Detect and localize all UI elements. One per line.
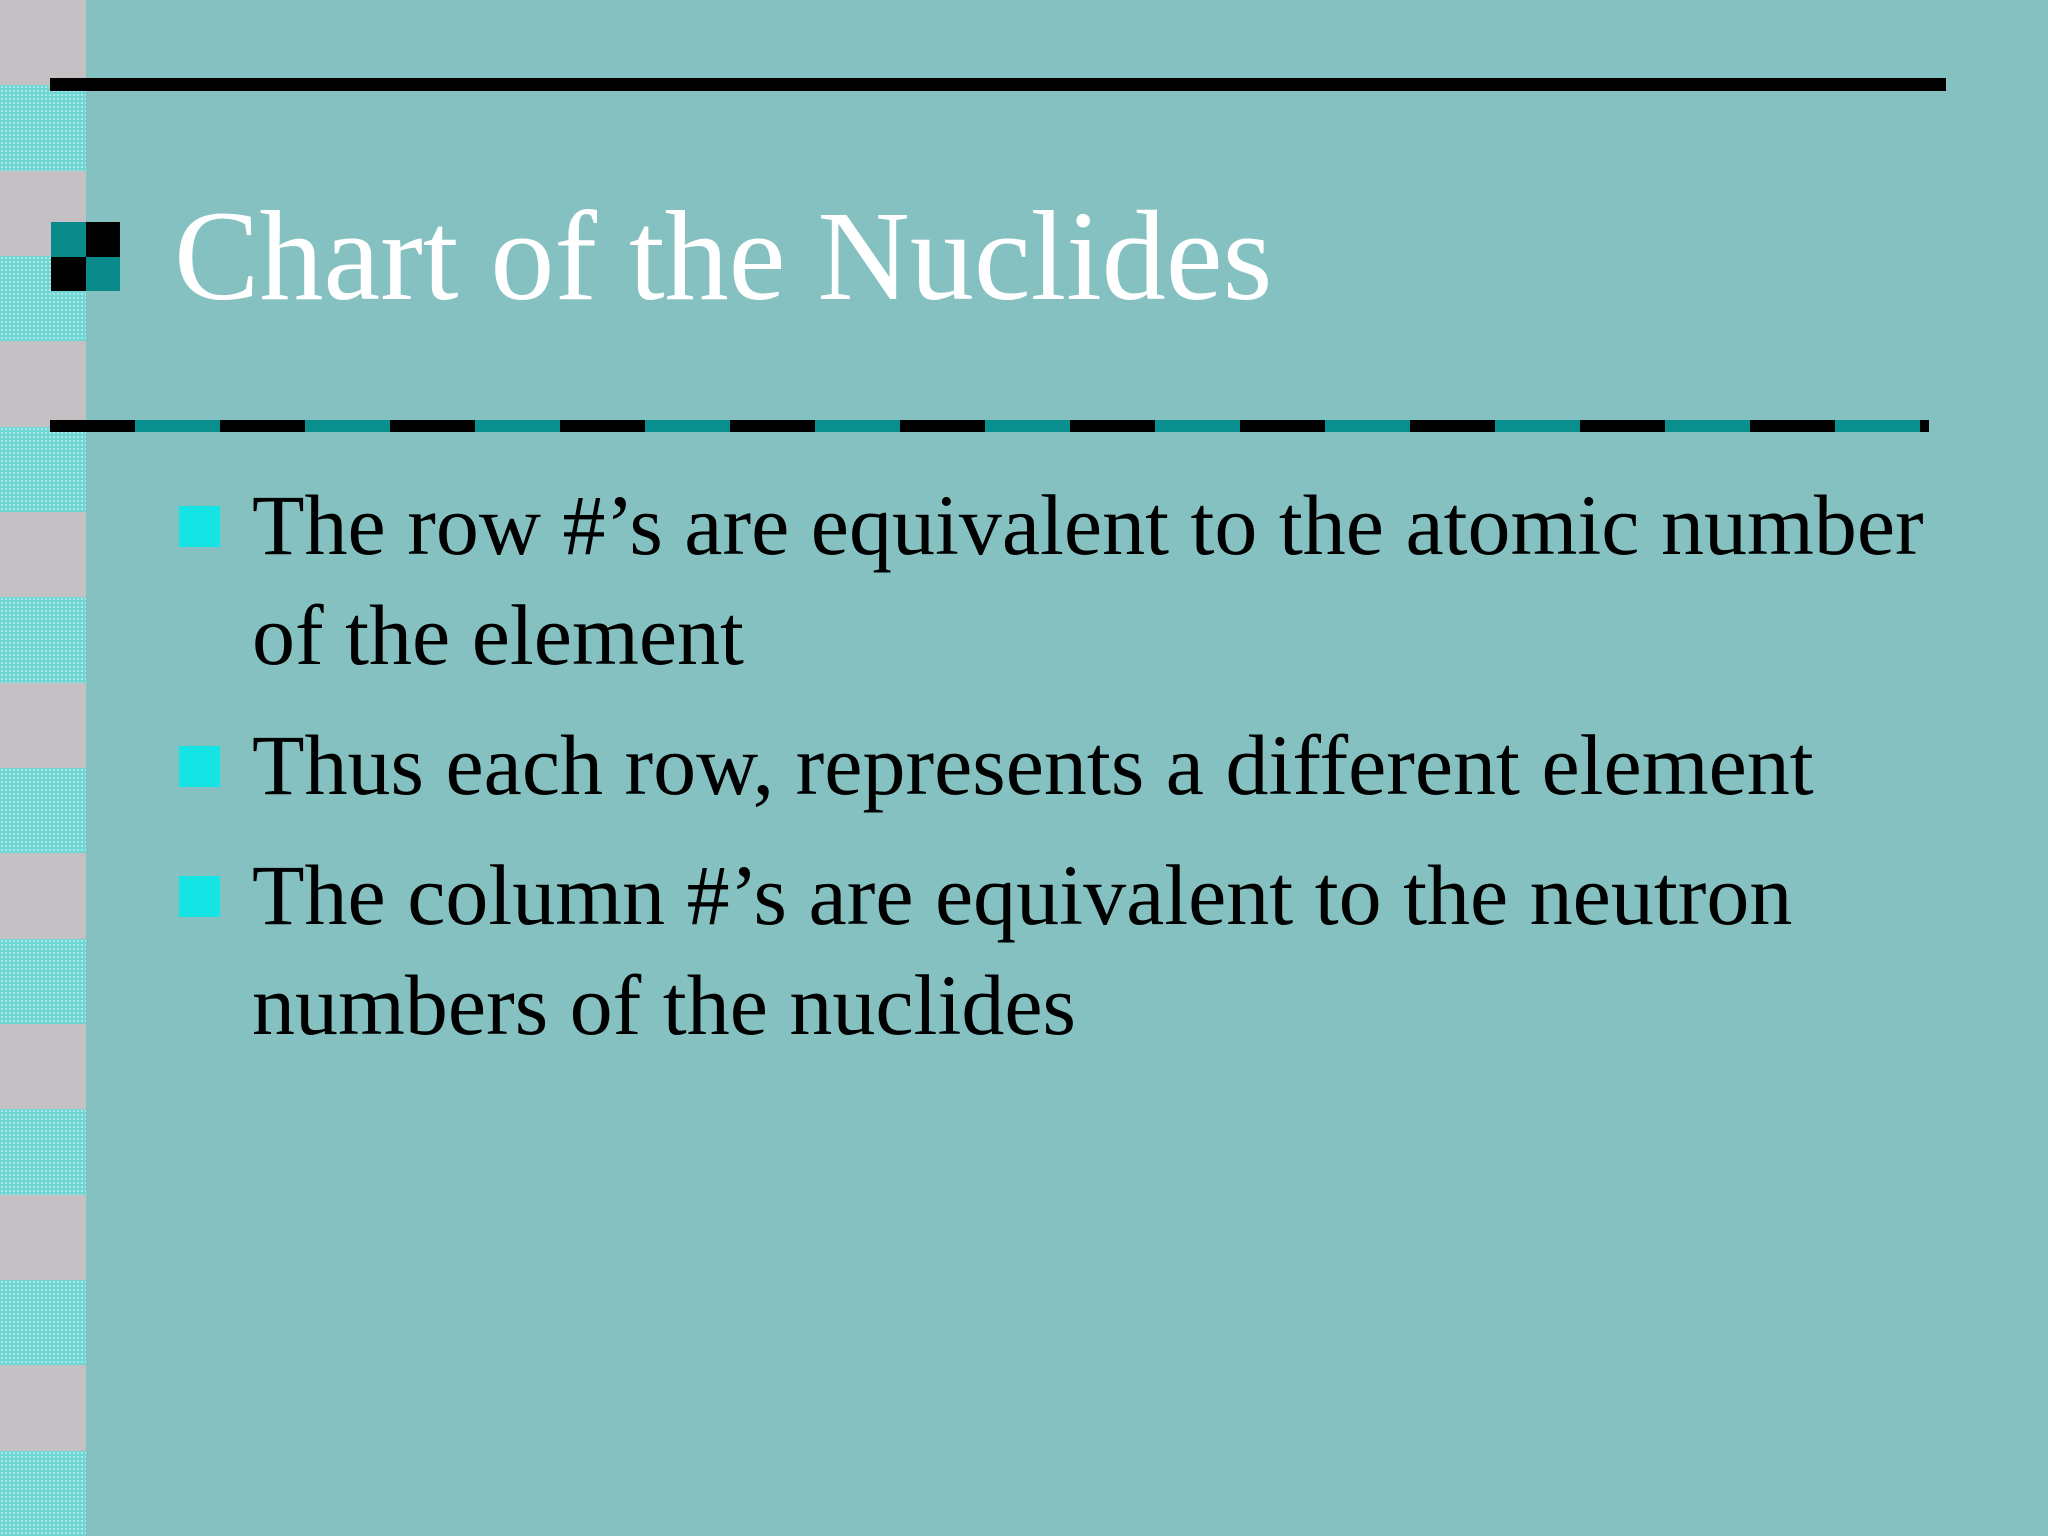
bullet-text: Thus each row, represents a different element bbox=[252, 717, 1814, 813]
checker-square-icon bbox=[51, 222, 120, 291]
dashed-divider bbox=[50, 420, 1929, 432]
square-bullet-icon bbox=[179, 876, 220, 917]
bullet-text: The row #’s are equivalent to the atomic number of the element bbox=[252, 477, 1924, 683]
bullet-item bbox=[178, 470, 1938, 690]
square-bullet-icon bbox=[179, 746, 220, 787]
bullet-text: The column #’s are equivalent to the neutron numbers of the nuclides bbox=[252, 847, 1793, 1053]
slide-title: Chart of the Nuclides bbox=[174, 185, 1273, 327]
bullet-item bbox=[178, 840, 1938, 1060]
bullet-list bbox=[178, 470, 1938, 1080]
bullet-item bbox=[178, 710, 1938, 820]
square-bullet-icon bbox=[179, 506, 220, 547]
top-divider bbox=[50, 78, 1946, 91]
